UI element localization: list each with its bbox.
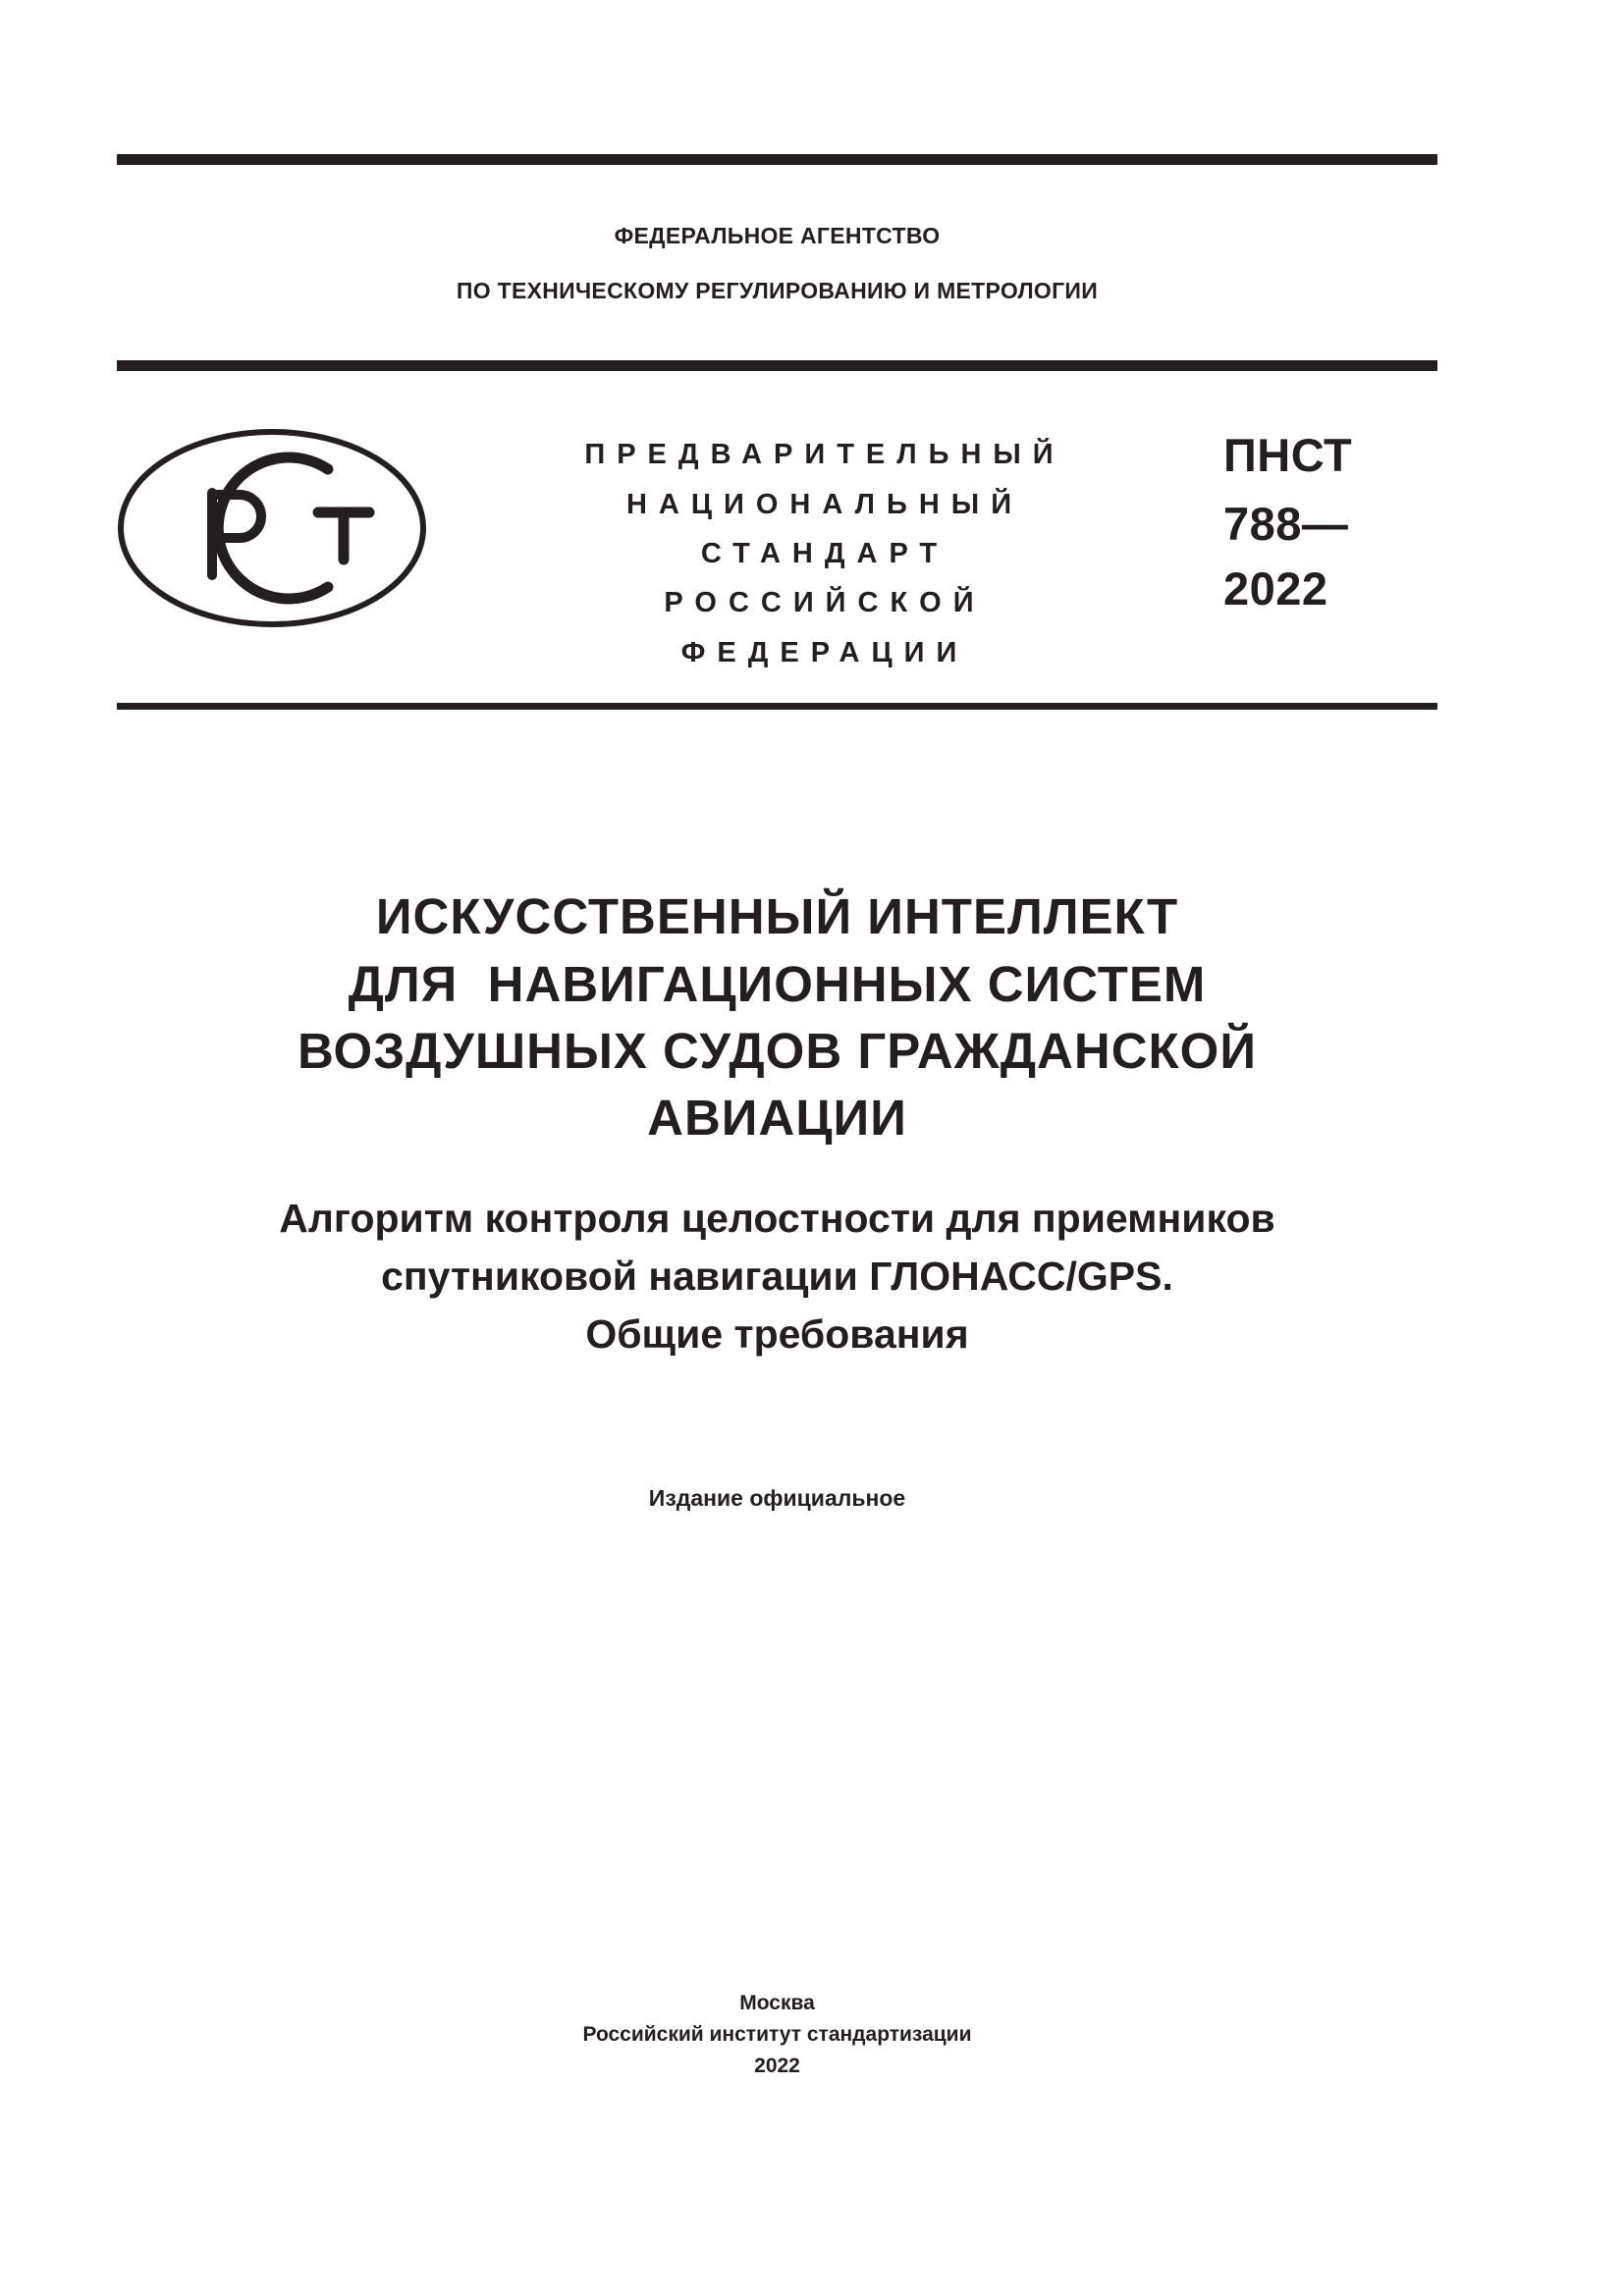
document-subtitle-line-3: Общие требования [585,1311,969,1357]
header-rule [117,360,1437,371]
standard-type-line-4: РОССИЙСКОЙ [664,587,986,618]
imprint-city: Москва [739,1992,815,2014]
document-title-line-2: ДЛЯ НАВИГАЦИОННЫХ СИСТЕМ [348,956,1207,1012]
section-rule [117,703,1437,710]
standard-number-value: 788— [1223,498,1349,550]
standard-type-line-2: НАЦИОНАЛЬНЫЙ [625,489,1024,520]
standard-type-line-3: СТАНДАРТ [700,538,949,569]
document-title-line-4: АВИАЦИИ [647,1090,907,1146]
document-title-line-1: ИСКУССТВЕННЫЙ ИНТЕЛЛЕКТ [375,888,1179,944]
standard-number-prefix: ПНСТ [1223,429,1353,481]
top-rule [117,154,1437,165]
document-title-line-3: ВОЗДУШНЫХ СУДОВ ГРАЖДАНСКОЙ [298,1023,1257,1079]
gost-r-logo-icon [116,424,428,632]
document-subtitle-line-2: спутниковой навигации ГЛОНАСС/GPS. [381,1254,1173,1299]
edition-label: Издание официальное [648,1485,906,1511]
document-subtitle-line-1: Алгоритм контроля целостности для приемников [279,1196,1275,1241]
imprint-publisher: Российский институт стандартизации [582,2023,972,2046]
agency-name-line-2: ПО ТЕХНИЧЕСКОМУ РЕГУЛИРОВАНИЮ И МЕТРОЛОГИИ [456,278,1099,303]
imprint-year: 2022 [754,2055,800,2077]
standard-type-line-1: ПРЕДВАРИТЕЛЬНЫЙ [584,439,1065,470]
agency-name-line-1: ФЕДЕРАЛЬНОЕ АГЕНТСТВО [614,223,941,248]
standard-number-year: 2022 [1223,562,1328,614]
standard-type-line-5: ФЕДЕРАЦИИ [680,637,969,668]
